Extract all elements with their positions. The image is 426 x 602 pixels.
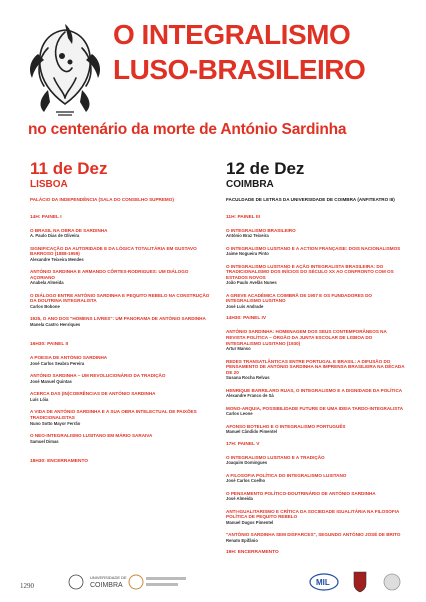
day-1-schedule [30,215,210,465]
institute-text-block [146,577,186,580]
talk-title: HENRIQUE BARRILARO RUAS, O INTEGRALISMO E A DIGNIDADE DA POLÍTICA [226,387,403,393]
schedule-entry [30,228,210,239]
talk-title: ANTÓNIO SARDINHA E ARMANDO CÔRTES-RODRIGUES: UM DIÁLOGO AÇORIANO [30,269,189,280]
talk-title: ANTI-IGUALITARISMO E CRÍTICA DA SOCIEDADE IGUALITÁRIA NA FILOSOFIA POLÍTICA DE PEQUITO REBELO [226,508,400,520]
title-line-2: LUSO-BRASILEIRO [113,54,366,85]
speaker-name: Manuel Cândido Pimentel [226,429,277,435]
speaker-name: José Almeida [226,496,253,502]
speaker-name: Jaime Nogueira Pinto [226,251,269,257]
talk-title: A POESIA DE ANTÓNIO SARDINHA [30,355,108,361]
talk-title: MONO-ARQUIA, POSSIBILIDADE FUTURE DE UMA IDEIA TARDO-INTEGRALISTA [226,405,404,411]
talk-title: O BRASIL NA OBRA DE SARDINHA [30,227,108,233]
talk-title: ACERCA DAS (IN)COERÊNCIAS DE ANTÓNIO SARDINHA [30,391,156,397]
schedule-entry [30,459,210,465]
speaker-name: Carlos Bobone [30,303,60,309]
day-2-date: 12 de Dez [226,159,305,178]
day-2-venue: FACULDADE DE LETRAS DA UNIVERSIDADE DE COIMBRA (ANFITEATRO III) [226,197,395,202]
speaker-name: Alexandre Teixeira Mendes [30,256,84,262]
talk-title: O DIÁLOGO ENTRE ANTÓNIO SARDINHA E PEQUITO REBELO NA CONSTRUÇÃO DA DOUTRINA INTEGRALISTA [30,292,210,304]
schedule-entry [30,433,210,444]
session-time: 11H: PAINEL III [226,214,260,220]
talk-title: 1925, O ANO DOS "HOMENS LIVRES": UM PANORAMA DE ANTÓNIO SARDINHA [30,316,206,322]
schedule-entry [226,215,406,221]
schedule-entry [226,491,406,502]
session-time: 14H30: PAINEL IV [226,316,267,322]
day-1-venue: PALÁCIO DA INDEPENDÊNCIA (SALA DO CONSELHO SUPREMO) [30,197,174,202]
talk-title: SIGNIFICAÇÃO DA AUTORIDADE E DA LÓGICA TOTALITÁRIA EM GUSTAVO BARROSO (1888-1959) [30,245,197,257]
schedule-entry [226,473,406,484]
talk-title: ANTÓNIO SARDINHA – UM REVOLUCIONÁRIO DA TRADIÇÃO [30,373,166,379]
speaker-name: José Carlos Coelho [226,478,266,484]
speaker-name: A. Paulo Dias de Oliveira [30,233,80,239]
session-time: 17H: PAINEL V [226,441,260,447]
schedule-entry [226,329,406,351]
talk-title: O INTEGRALISMO BRASILEIRO [226,227,296,233]
session-time: 16H30: PAINEL II [30,342,69,348]
talk-title: A VIDA DE ANTÓNIO SARDINHA E A SUA OBRA INTELECTUAL DE PAIXÕES TRADICIONALISTAS [30,409,197,420]
uc-number: 1290 [20,582,34,590]
talk-title: O INTEGRALISMO LUSITANO E A ACTION FRANÇAISE: DOIS NACIONALISMOS [226,245,401,251]
talk-title: A GREVE ACADÉMICA COIMBRÃ DE 1907 E OS FUNDADORES DO INTEGRALISMO LUSITANO [226,292,372,304]
schedule-entry [226,550,406,556]
schedule-entry [30,246,210,263]
uc-name: COIMBRA [90,582,123,589]
speaker-name: Luís Lóia [30,396,49,402]
pelican-emblem-icon [18,18,112,118]
schedule-entry [30,293,210,310]
schedule-entry [226,228,406,239]
talk-title: REDES TRANSATLÂNTICAS ENTRE PORTUGAL E BRASIL: A DIFUSÃO DO PENSAMENTO DE ANTÓNIO SARDINHA NA IMPRENSA BRASILEIRA NA DÉCADA DE 20 [226,358,405,375]
schedule-entry [30,409,210,426]
speaker-name: Artur Manso [226,346,251,352]
schedule-entry [226,246,406,257]
subtitle: no centenário da morte de António Sardinha [28,121,347,138]
sponsor-logos [0,566,426,596]
sponsor-footer [0,566,426,596]
speaker-name: Susana Rocha Relvas [226,375,270,381]
schedule-entry [30,391,210,402]
schedule-entry [226,442,406,448]
day-1-date: 11 de Dez [30,159,108,178]
conference-logo [18,18,112,118]
speaker-name: José Carlos Seabra Pereira [30,360,85,366]
speaker-name: Carlos Leone [226,411,253,417]
speaker-name: Nuno Sotto Mayor Ferrão [30,420,81,426]
schedule-entry [226,424,406,435]
day-2-schedule [226,215,406,557]
schedule-entry [30,373,210,384]
schedule-entry [226,293,406,310]
schedule-entry [30,269,210,286]
schedule-entry [226,509,406,526]
talk-title: AFONSO BOTELHO E O INTEGRALISMO PORTUGUÊS [226,423,346,429]
uc-line-1: UNIVERSIDADE DE [90,575,127,580]
schedule-entry [30,342,210,348]
speaker-name: Samuel Dimas [30,438,59,444]
talk-title: A FILOSOFIA POLÍTICA DO INTEGRALISMO LUSITANO [226,472,347,478]
talk-title: O INTEGRALISMO LUSITANO E AÇÃO INTEGRALISTA BRASILEIRA: DO TRADICIONALISMO DOS INÍCIOS DO SÉCULO XX AO CONFRONTO COM OS ESTADOS NOVOS [226,263,394,280]
schedule-entry [30,355,210,366]
schedule-entry [226,316,406,322]
speaker-name: Manuel Dugos Pimentel [226,519,274,525]
day-2-column [226,160,406,563]
coat-of-arms-icon [354,572,366,592]
schedule-entry [226,406,406,417]
speaker-name: Renato Epifânio [226,537,258,543]
schedule-entry [226,532,406,543]
speaker-name: António Braz Teixeira [226,233,269,239]
uc-seal-icon [69,575,83,589]
schedule-gap [30,451,210,459]
talk-title: "ANTÓNIO SARDINHA SEM DISFARCES", SEGUNDO ANTÓNIO JOSÉ DE BRITO [226,532,401,538]
schedule-entry [226,388,406,399]
schedule-entry [30,316,210,327]
speaker-name: Joaquim Domingues [226,460,268,466]
day-1-column [30,160,210,472]
schedule-entry [226,359,406,381]
speaker-name: João Paulo Avelãs Nunes [226,280,277,286]
session-time: 19H: ENCERRAMENTO [226,550,279,556]
session-time: 14H: PAINEL I [30,214,62,220]
speaker-name: Alexandre Franco de Sá [226,393,274,399]
schedule-entry [226,455,406,466]
speaker-name: Manela Castro Henriques [30,321,81,327]
schedule-entry [30,215,210,221]
day-2-city: COIMBRA [226,179,274,190]
speaker-name: Anabela Almeida [30,280,64,286]
institute-text-block-2 [146,583,178,586]
title-line-1: O INTEGRALISMO [113,19,351,50]
speaker-name: José Luís Andrade [226,303,264,309]
speaker-name: José Manuel Quintas [30,378,72,384]
talk-title: O NEO-INTEGRALISMO LUSITANO EM MÁRIO SARAIVA [30,432,153,438]
talk-title: O PENSAMENTO POLÍTICO-DOUTRINÁRIO DE ANTÓNIO SARDINHA [226,490,376,496]
session-time: 18H30: ENCERRAMENTO [30,458,89,464]
talk-title: ANTÓNIO SARDINHA: HOMENAGEM DOS SEUS CONTEMPORÂNEOS NA REVISTA POLÍTICA – ÓRGÃO DA JUNTA ESCOLAR DE LISBOA DO INTEGRALISMO LUSITANO (1930) [226,329,387,346]
schedule-entry [226,264,406,286]
institute-seal-icon [129,575,143,589]
heraldic-badge-icon [384,574,400,590]
mil-label: MIL [316,578,330,587]
day-1-city: LISBOA [30,179,68,190]
talk-title: O INTEGRALISMO LUSITANO E A TRADIÇÃO [226,454,325,460]
